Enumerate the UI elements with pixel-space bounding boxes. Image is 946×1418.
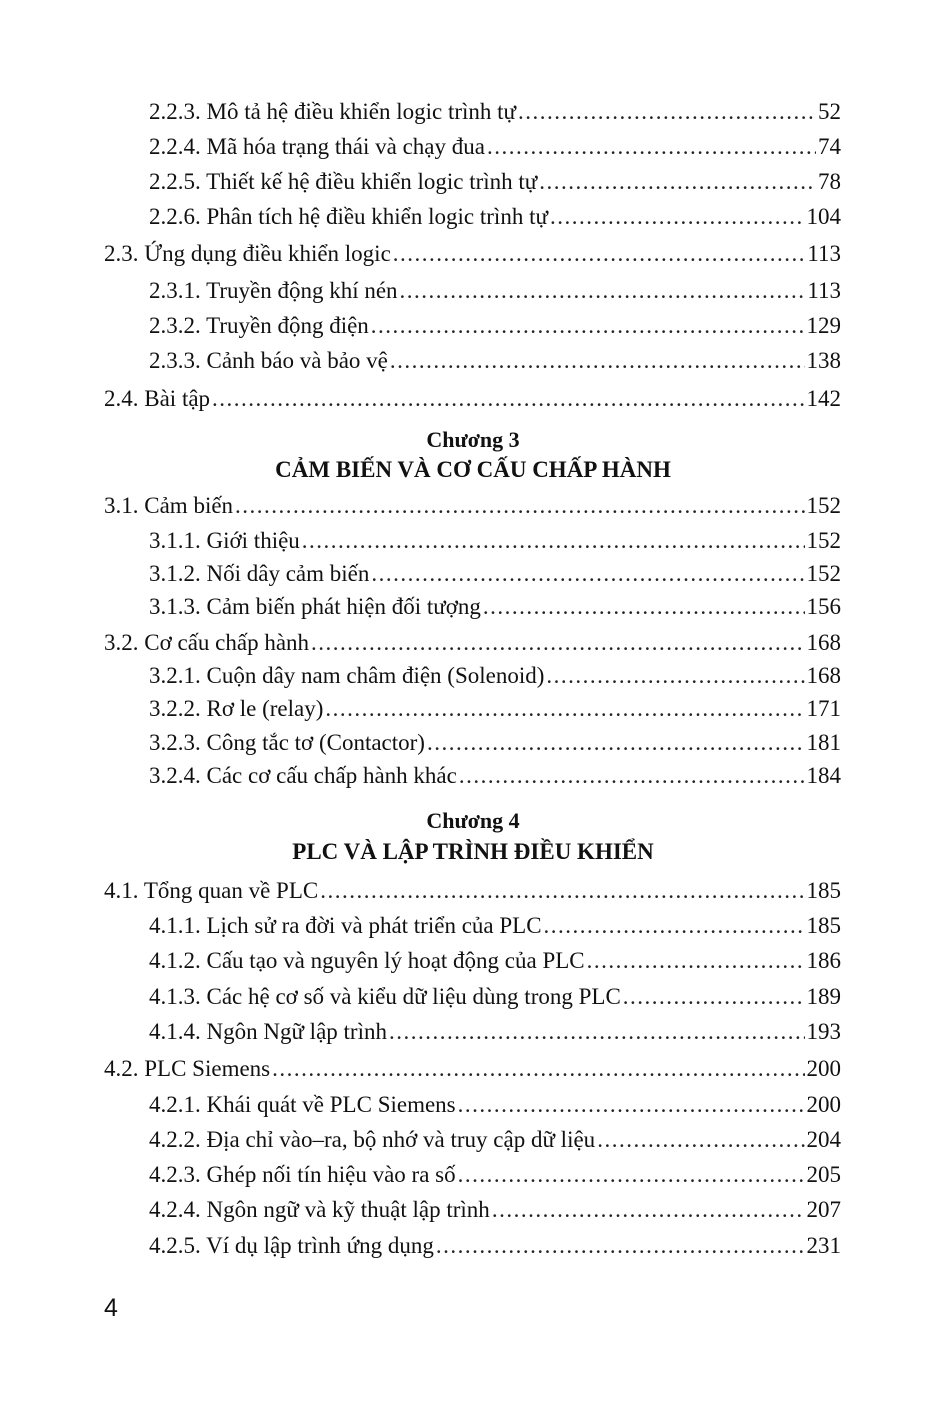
toc-entry-label: 4.2.1. Khái quát về PLC Siemens	[149, 1092, 456, 1117]
toc-leader	[320, 877, 804, 905]
toc-leader	[539, 168, 816, 196]
toc-entry-label: 3.1. Cảm biến	[104, 493, 234, 518]
toc-entry[interactable]	[149, 98, 841, 126]
toc-entry-page: 138	[806, 348, 841, 373]
toc-entry[interactable]	[149, 560, 841, 588]
toc-entry-label: 4.2.4. Ngôn ngữ và kỹ thuật lập trình	[149, 1197, 490, 1222]
toc-entry[interactable]	[149, 983, 841, 1011]
toc-entry-page: 184	[806, 763, 841, 788]
toc-entry-label: 3.1.2. Nối dây cảm biến	[149, 561, 370, 586]
toc-entry-label: 4.1.3. Các hệ cơ số và kiểu dữ liệu dùng trong PLC	[149, 984, 621, 1009]
toc-entry[interactable]	[149, 312, 841, 340]
toc-leader	[544, 912, 805, 940]
toc-entry-label: 2.2.6. Phân tích hệ điều khiển logic trình tự	[149, 204, 548, 229]
toc-entry[interactable]	[149, 527, 841, 555]
toc-entry[interactable]	[149, 168, 841, 196]
toc-entry-label: 4.2. PLC Siemens	[104, 1056, 271, 1081]
toc-entry[interactable]	[104, 629, 841, 657]
toc-leader	[458, 1091, 805, 1119]
toc-entry-label: 4.1.1. Lịch sử ra đời và phát triển của PLC	[149, 913, 542, 938]
toc-entry-label: 2.2.5. Thiết kế hệ điều khiển logic trình tự	[149, 169, 538, 194]
toc-entry-page: 181	[806, 730, 841, 755]
toc-entry-label: 4.1. Tổng quan về PLC	[104, 878, 319, 903]
toc-leader	[371, 312, 805, 340]
toc-entry-label: 2.2.3. Mô tả hệ điều khiển logic trình tự	[149, 99, 516, 124]
toc-entry[interactable]	[149, 1018, 841, 1046]
toc-leader	[518, 98, 816, 126]
toc-entry-page: 193	[806, 1019, 841, 1044]
toc-entry-page: 204	[806, 1127, 841, 1152]
toc-entry-label: 2.4. Bài tập	[104, 386, 211, 411]
toc-entry-page: 231	[806, 1233, 841, 1258]
toc-entry[interactable]	[149, 1196, 841, 1224]
toc-leader	[272, 1055, 804, 1083]
toc-entry[interactable]	[149, 695, 841, 723]
toc-leader	[483, 593, 805, 621]
chapter-number: Chương 4	[426, 808, 520, 833]
toc-entry[interactable]	[149, 133, 841, 161]
toc-entry-label: 4.2.2. Địa chỉ vào–ra, bộ nhớ và truy cập dữ liệu	[149, 1127, 596, 1152]
toc-entry-label: 3.2.2. Rơ le (relay)	[149, 696, 324, 721]
toc-entry[interactable]	[149, 1091, 841, 1119]
toc-entry-page: 152	[806, 561, 841, 586]
toc-entry-label: 4.2.5. Ví dụ lập trình ứng dụng	[149, 1233, 434, 1258]
chapter-title: PLC VÀ LẬP TRÌNH ĐIỀU KHIỂN	[292, 839, 654, 864]
toc-entry[interactable]	[149, 593, 841, 621]
toc-entry[interactable]	[104, 877, 841, 905]
page-number: 4	[104, 1294, 118, 1322]
toc-entry-page: 152	[806, 528, 841, 553]
toc-entry-label: 4.1.4. Ngôn Ngữ lập trình	[149, 1019, 387, 1044]
toc-entry-page: 74	[818, 134, 841, 159]
toc-leader	[546, 662, 804, 690]
toc-leader	[436, 1232, 805, 1260]
toc-entry[interactable]	[149, 662, 841, 690]
toc-leader	[311, 629, 804, 657]
toc-leader	[458, 1161, 805, 1189]
toc-entry[interactable]	[149, 1126, 841, 1154]
toc-entry[interactable]	[104, 385, 841, 413]
toc-entry-label: 4.1.2. Cấu tạo và nguyên lý hoạt động của PLC	[149, 948, 585, 973]
toc-entry[interactable]	[104, 240, 841, 268]
toc-entry[interactable]	[149, 277, 841, 305]
toc-entry-page: 189	[806, 984, 841, 1009]
toc-entry[interactable]	[149, 203, 841, 231]
toc-leader	[623, 983, 805, 1011]
toc-entry[interactable]	[104, 1055, 841, 1083]
toc-leader	[427, 729, 805, 757]
toc-entry-page: 207	[806, 1197, 841, 1222]
toc-entry-page: 142	[806, 386, 841, 411]
toc-leader	[459, 762, 805, 790]
toc-entry-page: 205	[806, 1162, 841, 1187]
toc-entry-page: 185	[806, 878, 841, 903]
toc-entry-page: 186	[806, 948, 841, 973]
toc-entry-page: 113	[807, 278, 841, 303]
toc-entry-page: 104	[806, 204, 841, 229]
toc-leader	[212, 385, 804, 413]
toc-entry-label: 4.2.3. Ghép nối tín hiệu vào ra số	[149, 1162, 456, 1187]
toc-entry-label: 3.1.1. Giới thiệu	[149, 528, 300, 553]
toc-leader	[587, 947, 805, 975]
toc-leader	[389, 1018, 805, 1046]
toc-entry-label: 2.3.2. Truyền động điện	[149, 313, 369, 338]
toc-entry-page: 200	[806, 1092, 841, 1117]
toc-entry[interactable]	[149, 347, 841, 375]
toc-entry-page: 113	[807, 241, 841, 266]
toc-leader	[492, 1196, 805, 1224]
toc-entry-page: 152	[806, 493, 841, 518]
toc-entry[interactable]	[104, 492, 841, 520]
toc-entry-label: 2.2.4. Mã hóa trạng thái và chạy đua	[149, 134, 485, 159]
toc-entry-page: 200	[806, 1056, 841, 1081]
toc-entry-page: 129	[806, 313, 841, 338]
toc-leader	[390, 347, 805, 375]
toc-entry[interactable]	[149, 947, 841, 975]
toc-entry-label: 3.2. Cơ cấu chấp hành	[104, 630, 310, 655]
toc-entry-label: 2.3. Ứng dụng điều khiển logic	[104, 241, 391, 266]
toc-leader	[235, 492, 804, 520]
chapter-number: Chương 3	[426, 427, 520, 452]
toc-entry-label: 3.2.3. Công tắc tơ (Contactor)	[149, 730, 425, 755]
toc-entry-label: 3.2.1. Cuộn dây nam châm điện (Solenoid)	[149, 663, 545, 688]
toc-entry-page: 168	[806, 630, 841, 655]
toc-leader	[597, 1126, 804, 1154]
toc-leader	[400, 277, 806, 305]
toc-entry-page: 78	[818, 169, 841, 194]
chapter-title: CẢM BIẾN VÀ CƠ CẤU CHẤP HÀNH	[275, 457, 671, 482]
toc-entry-page: 168	[806, 663, 841, 688]
toc-leader	[325, 695, 804, 723]
toc-leader	[302, 527, 805, 555]
toc-entry[interactable]	[149, 1232, 841, 1260]
toc-entry-label: 3.1.3. Cảm biến phát hiện đối tượng	[149, 594, 481, 619]
toc-entry[interactable]	[149, 729, 841, 757]
toc-entry-page: 156	[806, 594, 841, 619]
toc-leader	[487, 133, 816, 161]
toc-entry-label: 3.2.4. Các cơ cấu chấp hành khác	[149, 763, 457, 788]
toc-entry-page: 171	[806, 696, 841, 721]
toc-leader	[393, 240, 806, 268]
toc-leader	[550, 203, 805, 231]
toc-entry[interactable]	[149, 1161, 841, 1189]
toc-entry-page: 52	[818, 99, 841, 124]
toc-entry-label: 2.3.3. Cảnh báo và bảo vệ	[149, 348, 388, 373]
toc-entry[interactable]	[149, 912, 841, 940]
toc-entry[interactable]	[149, 762, 841, 790]
toc-leader	[371, 560, 804, 588]
toc-entry-page: 185	[806, 913, 841, 938]
toc-entry-label: 2.3.1. Truyền động khí nén	[149, 278, 398, 303]
